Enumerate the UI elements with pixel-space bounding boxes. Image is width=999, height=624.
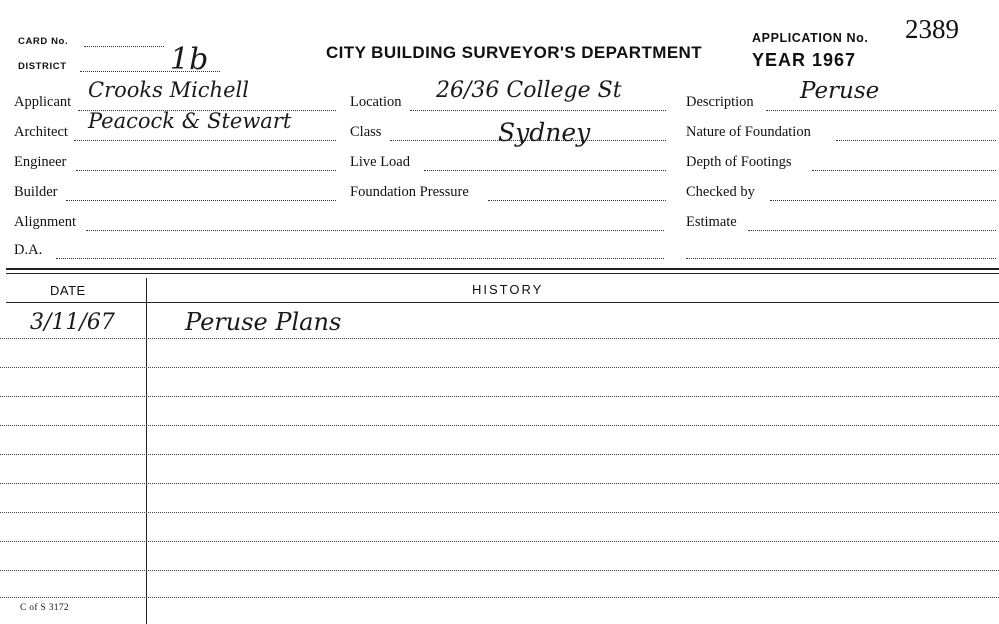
history-rule [0,483,999,484]
section-divider-top [6,268,999,270]
year-label: YEAR 1967 [752,50,857,70]
depth-of-footings-label: Depth of Footings [686,154,792,170]
description-line [766,110,996,111]
district-label: DISTRICT [18,61,67,72]
alignment-label: Alignment [14,214,77,230]
history-header-rule [6,302,999,303]
history-rule [0,597,999,598]
da-line [56,258,664,259]
history-rule [0,367,999,368]
estimate-line-2 [686,258,996,259]
builder-label: Builder [14,184,58,200]
history-rule [0,541,999,542]
applicant-value: Crooks Michell [88,78,249,102]
description-label: Description [686,94,754,110]
estimate-line [748,230,996,231]
nature-of-foundation-label: Nature of Foundation [686,124,811,140]
class-label: Class [350,124,382,140]
history-entry-text: Peruse Plans [185,308,342,336]
section-divider-bottom [6,273,999,274]
engineer-label: Engineer [14,154,67,170]
foundation-pressure-label: Foundation Pressure [350,184,469,200]
history-rule [0,396,999,397]
department-title: CITY BUILDING SURVEYOR'S DEPARTMENT [326,43,703,62]
depth-of-footings-line [812,170,996,171]
foundation-pressure-line [488,200,666,201]
location-line [410,110,666,111]
form-code: C of S 3172 [20,603,69,613]
alignment-line [86,230,664,231]
application-label: APPLICATION No. [752,31,869,45]
class-value: Sydney [498,118,591,147]
history-column-header: HISTORY [472,282,544,297]
builder-line [66,200,336,201]
architect-label: Architect [14,124,68,140]
card-no-line [84,46,164,47]
card-no-label: CARD No. [18,36,69,47]
history-rule [0,425,999,426]
description-value: Peruse [800,78,880,104]
location-label: Location [350,94,402,110]
nature-of-foundation-line [836,140,996,141]
live-load-label: Live Load [350,154,410,170]
architect-line [74,140,336,141]
date-column-header: DATE [50,283,86,298]
estimate-label: Estimate [686,214,737,230]
checked-by-line [770,200,996,201]
checked-by-label: Checked by [686,184,755,200]
history-entry-date: 3/11/67 [30,310,115,335]
history-rule [0,570,999,571]
history-rule [0,512,999,513]
district-value: 1b [170,42,209,77]
da-label: D.A. [14,242,43,258]
location-value: 26/36 College St [436,78,622,103]
history-rule [0,338,999,339]
application-number: 2389 [905,14,959,44]
architect-value: Peacock & Stewart [88,109,292,133]
engineer-line [76,170,336,171]
history-rule [0,454,999,455]
applicant-label: Applicant [14,94,72,110]
date-column-divider [146,278,147,624]
live-load-line [424,170,666,171]
